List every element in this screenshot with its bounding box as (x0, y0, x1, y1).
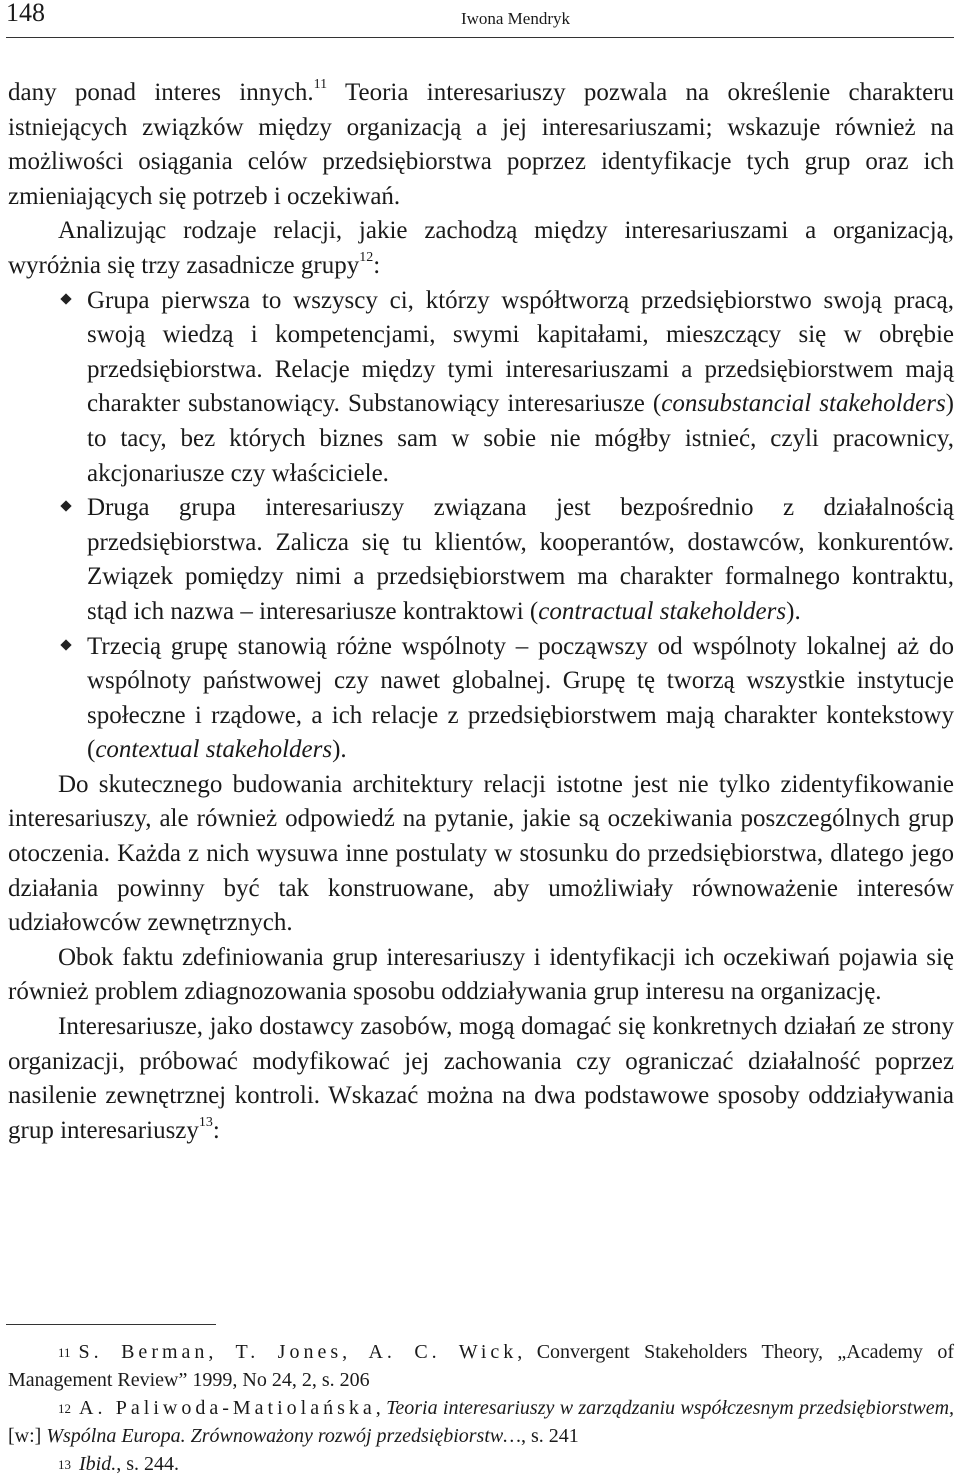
paragraph-1-text-a: dany ponad interes innych. (8, 79, 314, 106)
footnote-title: Teoria interesariuszy w zarządzaniu współczesnym przedsiębiorstwem, (386, 1397, 955, 1419)
list-item (87, 284, 954, 492)
footnote-ref-12[interactable]: 12 (359, 249, 374, 265)
paragraph-5-text-a: Interesariusze, jako dostawcy zasobów, mogą domagać się konkretnych działań ze strony organizacji, próbować modyfikować jej zachowania czy ograniczać działalność poprzez nasilenie zewnętrznej kontroli. Wskazać można na dwa podstawowe sposoby oddziaływania grup interesariuszy (8, 1013, 954, 1144)
main-text (8, 76, 954, 1148)
paragraph-1 (8, 76, 954, 214)
footnote-authors: S. Berman, T. Jones, A. C. Wick (78, 1341, 518, 1363)
paragraph-5 (8, 1010, 954, 1148)
footnote-citation: , Convergent Stakeholders Theory, „Academy of Management Review” 1999, No 24, 2, s. 206 (8, 1341, 954, 1391)
list-item-text-b: ). (786, 597, 801, 625)
paragraph-3: Do skutecznego budowania architektury relacji istotne jest nie tylko zidentyfikowanie interesariuszy, ale również odpowiedź na pytanie, jakie są oczekiwania poszczególnych grup otoczenia. Każda z nich wysuwa inne postulaty w stosunku do przedsiębiorstwa, dlatego jego działania powinny być tak konstruowane, aby umożliwiały równoważenie interesów udziałowców zewnętrznych. (8, 770, 954, 937)
footnote-13 (8, 1450, 954, 1478)
footnote-ref-11[interactable]: 11 (313, 77, 328, 92)
footnote-number: 13 (58, 1457, 71, 1472)
list-item-text-a: Grupa pierwsza to wszyscy ci, którzy współtworzą przedsiębiorstwo swoją pracą, swoją wiedzą i kompetencjami, swymi kapitałami, mieszczący się w obrębie przedsiębiorstwa. Relacje między tymi interesariuszami a przedsiębiorstwem mają charakter substanowiący. Substanowiący interesariusze ( (87, 286, 954, 418)
list-item-text-a: Trzecią grupę stanowią różne wspólnoty – począwszy od wspólnoty lokalnej aż do wspólnoty państwowej czy nawet globalnej. Grupę tę tworzą wszystkie instytucje społeczne i rządowe, a ich relacje z przedsiębiorstwem mają charakter kontekstowy ( (87, 632, 954, 764)
list-item (87, 491, 954, 629)
footnote-ibid: Ibid. (79, 1453, 117, 1475)
footnote-number: 11 (58, 1345, 71, 1360)
footnotes (8, 1338, 954, 1478)
paragraph-5-text-b: : (212, 1116, 220, 1144)
paragraph-2-text-a: Analizując rodzaje relacji, jakie zachodzą między interesariuszami a organizacją, wyróżnia się trzy zasadnicze grupy (8, 217, 954, 279)
footnote-separator: , (375, 1397, 387, 1419)
list-item (87, 630, 954, 768)
paragraph-2-text-b: : (373, 251, 381, 279)
footnote-rule (6, 1324, 216, 1325)
list-item-text-b: ) to tacy, bez których biznes sam w sobie nie mógłby istnieć, czyli pracownicy, akcjonariusze czy właściciele. (87, 390, 954, 487)
footnote-ref-13[interactable]: 13 (198, 1114, 213, 1130)
footnote-authors: A. Paliwoda-Matiolańska (79, 1397, 376, 1419)
list-item-term: contextual stakeholders (95, 736, 333, 764)
list-item-term: consubstancial stakeholders (661, 390, 946, 418)
footnote-page: , s. 241 (521, 1425, 579, 1447)
footnote-11 (8, 1338, 954, 1394)
footnote-12 (8, 1394, 954, 1450)
diamond-bullet-icon (60, 500, 71, 511)
footnote-in: [w:] (8, 1425, 47, 1447)
paragraph-1-text-b: Teoria interesariuszy pozwala na określenie charakteru istniejących związków między organizacją a jej interesariuszami; wskazuje również na możliwości osiągania celów przedsiębiorstwa poprzez identyfikacje tych grup oraz ich zmieniających się potrzeb i oczekiwań. (8, 79, 955, 210)
list-item-text-b: ). (332, 736, 347, 764)
paragraph-2 (8, 214, 954, 283)
diamond-bullet-icon (60, 639, 71, 650)
page-number: 148 (6, 0, 45, 27)
footnote-page: , s. 244. (116, 1453, 180, 1475)
diamond-bullet-icon (60, 293, 71, 304)
page-header (0, 0, 960, 38)
running-head-author: Iwona Mendryk (460, 9, 570, 28)
list-item-text-a: Druga grupa interesariuszy związana jest bezpośrednio z działalnością przedsiębiorstwa. Zalicza się tu klientów, kooperantów, dostawców, konkurentów. Związek pomiędzy nimi a przedsiębiorstwem ma charakter formalnego kontraktu, stąd ich nazwa – interesariusze kontraktowi ( (87, 494, 954, 625)
header-rule (6, 37, 954, 38)
footnote-number: 12 (58, 1401, 71, 1416)
list-item-term: contractual stakeholders (538, 597, 787, 625)
paragraph-4: Obok faktu zdefiniowania grup interesariuszy i identyfikacji ich oczekiwań pojawia się również problem zdiagnozowania sposobu oddziaływania grup interesu na organizację. (8, 943, 954, 1006)
footnote-book: Wspólna Europa. Zrównoważony rozwój przedsiębiorstw… (46, 1425, 522, 1447)
stakeholder-groups-list (8, 284, 954, 768)
